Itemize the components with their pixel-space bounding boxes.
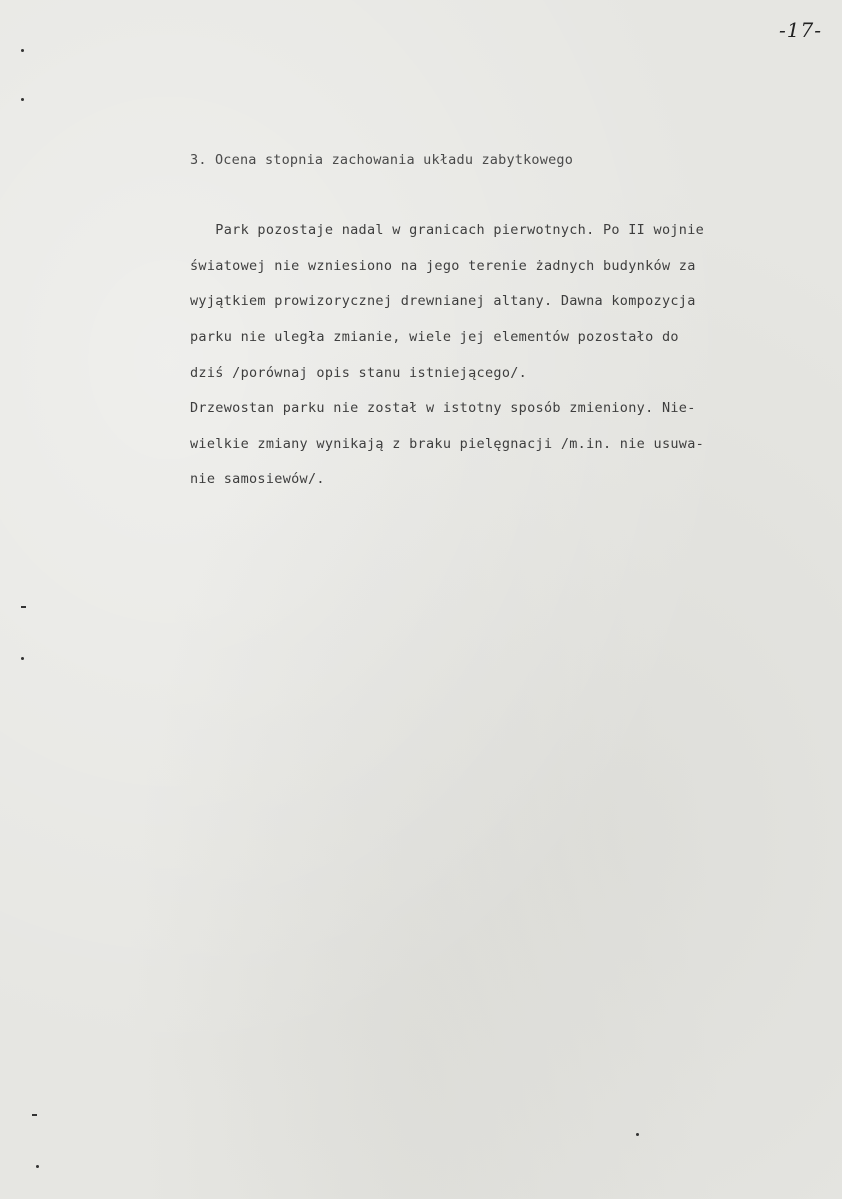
- margin-mark: [21, 657, 24, 660]
- margin-mark: [21, 49, 24, 52]
- body-line: parku nie uległa zmianie, wiele jej elementów pozostało do: [190, 329, 679, 345]
- body-line: Park pozostaje nadal w granicach pierwotnych. Po II wojnie: [190, 222, 705, 238]
- body-line: światowej nie wzniesiono na jego terenie żadnych budynków za: [190, 258, 696, 274]
- section-heading: 3. Ocena stopnia zachowania układu zabytkowego: [190, 152, 574, 168]
- margin-mark: [32, 1114, 37, 1116]
- margin-mark: [21, 606, 26, 608]
- body-line: wyjątkiem prowizorycznej drewnianej altany. Dawna kompozycja: [190, 293, 696, 309]
- body-line: Drzewostan parku nie został w istotny sposób zmieniony. Nie-: [190, 400, 696, 416]
- page-number: -17-: [779, 18, 822, 42]
- body-line: wielkie zmiany wynikają z braku pielęgnacji /m.in. nie usuwa-: [190, 436, 705, 452]
- margin-mark: [36, 1165, 39, 1168]
- body-line: dziś /porównaj opis stanu istniejącego/.: [190, 365, 528, 381]
- body-line: nie samosiewów/.: [190, 471, 325, 487]
- margin-mark: [636, 1133, 639, 1136]
- margin-mark: [21, 98, 24, 101]
